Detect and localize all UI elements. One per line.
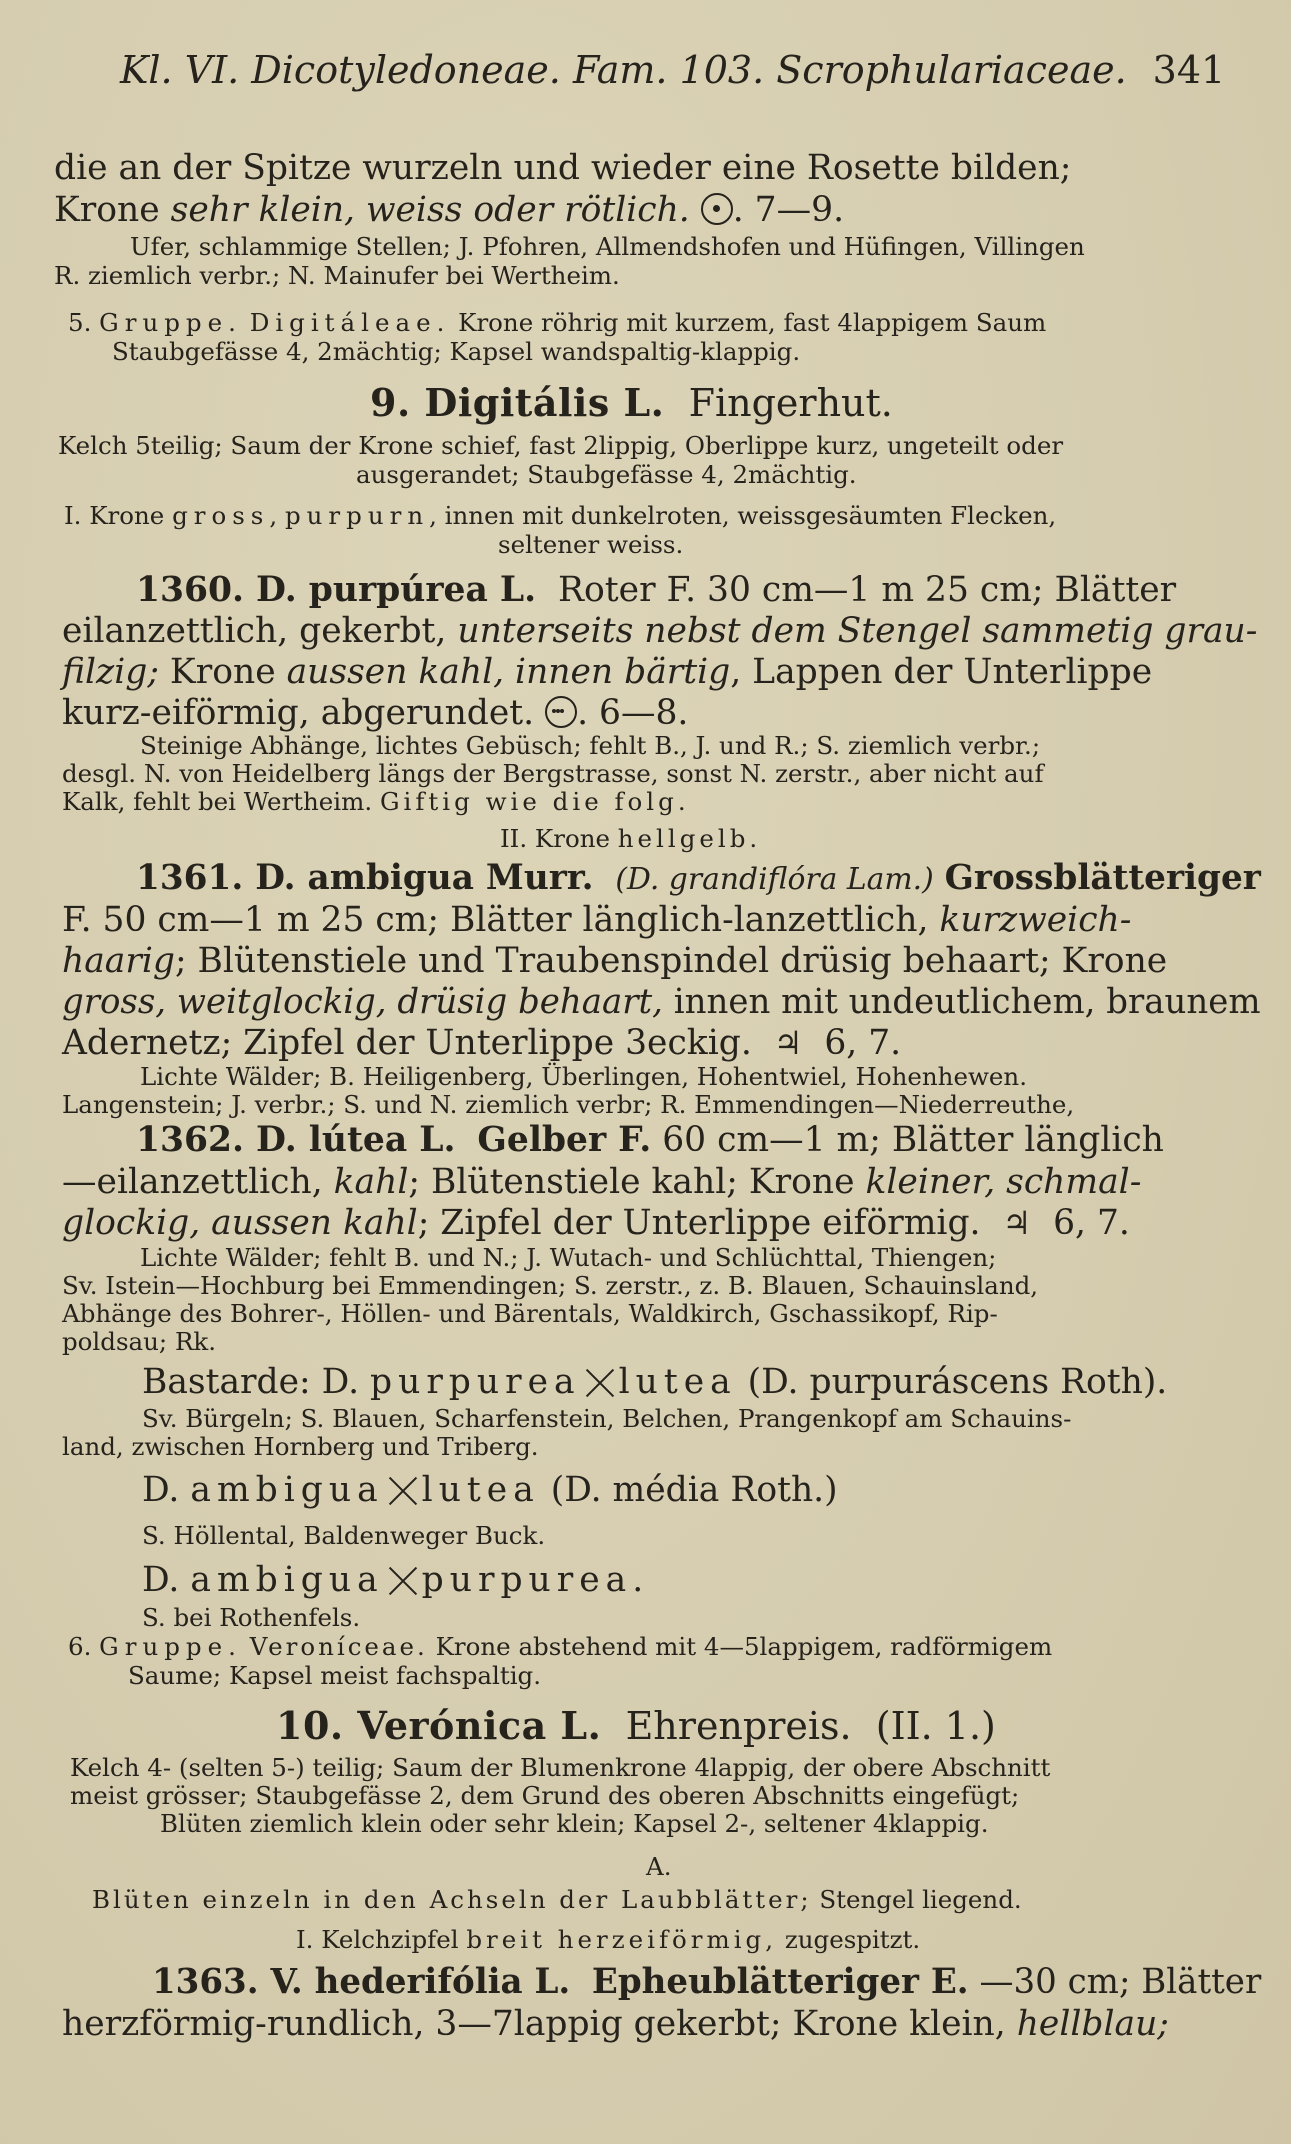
hybrid-3-locality: S. bei Rothenfels. (142, 1603, 361, 1632)
species-1360-line-2: eilanzettlich, gekerbt, unterseits nebst dem Stengel sammetig grau- (62, 611, 1258, 651)
species-1362-locality-4: poldsau; Rk. (62, 1327, 217, 1356)
intro-line-1: die an der Spitze wurzeln und wieder eine Rosette bilden; (54, 148, 1072, 188)
hybrid-3: D. ambigua purpurea. (142, 1560, 650, 1600)
intro-locality-2: R. ziemlich verbr.; N. Mainufer bei Wertheim. (54, 261, 620, 290)
genus-10-desc-3: Blüten ziemlich klein oder sehr klein; Kapsel 2-, seltener 4klappig. (160, 1809, 989, 1838)
page-number: 341 (1152, 48, 1226, 92)
species-1360-locality-2: desgl. N. von Heidelberg längs der Bergstrasse, sonst N. zerstr., aber nicht auf (62, 759, 1044, 788)
species-1362-line-2: —eilanzettlich, kahl; Blütenstiele kahl; Krone kleiner, schmal- (62, 1162, 1142, 1202)
species-1360-line-1: 1360. D. purpúrea L. Roter F. 30 cm—1 m 25 cm; Blätter (136, 570, 1177, 610)
section-I-kelch: I. Kelchzipfel breit herzeiförmig, zugespitzt. (296, 1925, 921, 1954)
species-1361-line-2: F. 50 cm—1 m 25 cm; Blätter länglich-lanzettlich, kurzweich- (62, 900, 1132, 940)
hybrid-1-locality-1: Sv. Bürgeln; S. Blauen, Scharfenstein, Belchen, Prangenkopf am Schauins- (142, 1404, 1072, 1433)
species-1360-locality-3: Kalk, fehlt bei Wertheim. Giftig wie die folg. (62, 787, 690, 816)
section-A-line: Blüten einzeln in den Achseln der Laubblätter; Stengel liegend. (92, 1885, 1022, 1914)
hybrid-1-locality-2: land, zwischen Hornberg und Triberg. (62, 1432, 539, 1461)
species-1361-locality-2: Langenstein; J. verbr.; S. und N. ziemlich verbr; R. Emmendingen—Niederreuthe, (62, 1090, 1075, 1119)
intro-locality-1: Ufer, schlammige Stellen; J. Pfohren, Allmendshofen und Hüfingen, Villingen (130, 232, 1085, 261)
running-header (120, 48, 1225, 92)
species-1363-line-2: herzförmig-rundlich, 3—7lappig gekerbt; Krone klein, hellblau; (62, 2004, 1169, 2044)
species-1362-line-3: glockig, aussen kahl; Zipfel der Unterlippe eiförmig. ♃ 6, 7. (62, 1203, 1130, 1243)
perennial-symbol-icon: ♃ (1002, 1204, 1032, 1242)
species-1362-locality-3: Abhänge des Bohrer-, Höllen- und Bärentals, Waldkirch, Gschassikopf, Rip- (62, 1299, 998, 1328)
hybrid-2-locality: S. Höllental, Baldenweger Buck. (142, 1521, 546, 1550)
genus-9-desc-1: Kelch 5teilig; Saum der Krone schief, fast 2lippig, Oberlippe kurz, ungeteilt oder (58, 431, 1064, 460)
species-1362-line-1: 1362. D. lútea L. Gelber F. 60 cm—1 m; Blätter länglich (136, 1120, 1164, 1160)
cross-icon (388, 1565, 418, 1595)
gruppe-5-line-2: Staubgefässe 4, 2mächtig; Kapsel wandspaltig-klappig. (112, 337, 801, 366)
genus-10-heading: 10. Verónica L. Ehrenpreis. (II. 1.) (276, 1703, 996, 1748)
genus-9-desc-2: ausgerandet; Staubgefässe 4, 2mächtig. (356, 460, 857, 489)
species-1362-locality-2: Sv. Istein—Hochburg bei Emmendingen; S. zerstr., z. B. Blauen, Schauinsland, (62, 1271, 1039, 1300)
species-1361-line-5: Adernetz; Zipfel der Unterlippe 3eckig. ♃ 6, 7. (62, 1023, 902, 1063)
hybrid-1: Bastarde: D. purpurea lutea (D. purpuráscens Roth). (142, 1362, 1168, 1402)
species-1360-line-4: kurz-eiförmig, abgerundet. . 6—8. (62, 693, 689, 733)
genus-10-desc-2: meist grösser; Staubgefässe 2, dem Grund des oberen Abschnitts eingefügt; (70, 1781, 1020, 1810)
genus-9-heading: 9. Digitális L. Fingerhut. (370, 380, 893, 425)
species-1361-locality-1: Lichte Wälder; B. Heiligenberg, Überlingen, Hohentwiel, Hohenhewen. (140, 1062, 1027, 1091)
species-1361-line-1: 1361. D. ambigua Murr. (D. grandiflóra Lam.) Grossblätteriger (136, 858, 1261, 898)
gruppe-5-line-1: 5. Gruppe. Digitáleae. Krone röhrig mit kurzem, fast 4lappigem Saum (68, 308, 1047, 337)
gruppe-6-line-1: 6. Gruppe. Veroníceae. Krone abstehend mit 4—5lappigem, radförmigem (68, 1632, 1053, 1661)
cross-icon (585, 1367, 615, 1397)
circle-dots-icon (545, 696, 577, 728)
species-1360-locality-1: Steinige Abhänge, lichtes Gebüsch; fehlt B., J. und R.; S. ziemlich verbr.; (140, 731, 1041, 760)
gruppe-6-line-2: Saume; Kapsel meist fachspaltig. (128, 1661, 542, 1690)
section-I-line-1: I. Krone gross, purpurn, innen mit dunkelroten, weissgesäumten Flecken, (64, 501, 1057, 530)
species-1361-line-4: gross, weitglockig, drüsig behaart, innen mit undeutlichem, braunem (62, 982, 1261, 1022)
header-title: Kl. VI. Dicotyledoneae. Fam. 103. Scrophulariaceae. (120, 48, 1127, 92)
species-1361-line-3: haarig; Blütenstiele und Traubenspindel drüsig behaart; Krone (62, 941, 1168, 981)
section-I-line-2: seltener weiss. (498, 530, 684, 559)
circle-dot-icon (701, 193, 733, 225)
intro-line-2: Krone sehr klein, weiss oder rötlich. . 7—9. (54, 190, 845, 230)
cross-icon (388, 1475, 418, 1505)
species-1362-locality-1: Lichte Wälder; fehlt B. und N.; J. Wutach- und Schlüchttal, Thiengen; (140, 1243, 997, 1272)
genus-10-desc-1: Kelch 4- (selten 5-) teilig; Saum der Blumenkrone 4lappig, der obere Abschnitt (70, 1753, 1051, 1782)
section-II: II. Krone hellgelb. (500, 824, 762, 853)
section-A-label: A. (646, 1852, 672, 1881)
perennial-symbol-icon: ♃ (773, 1024, 803, 1062)
hybrid-2: D. ambigua lutea (D. média Roth.) (142, 1470, 838, 1510)
species-1363-line-1: 1363. V. hederifólia L. Epheublätteriger E. —30 cm; Blätter (152, 1962, 1262, 2002)
species-1360-line-3: filzig; Krone aussen kahl, innen bärtig, Lappen der Unterlippe (62, 652, 1153, 692)
